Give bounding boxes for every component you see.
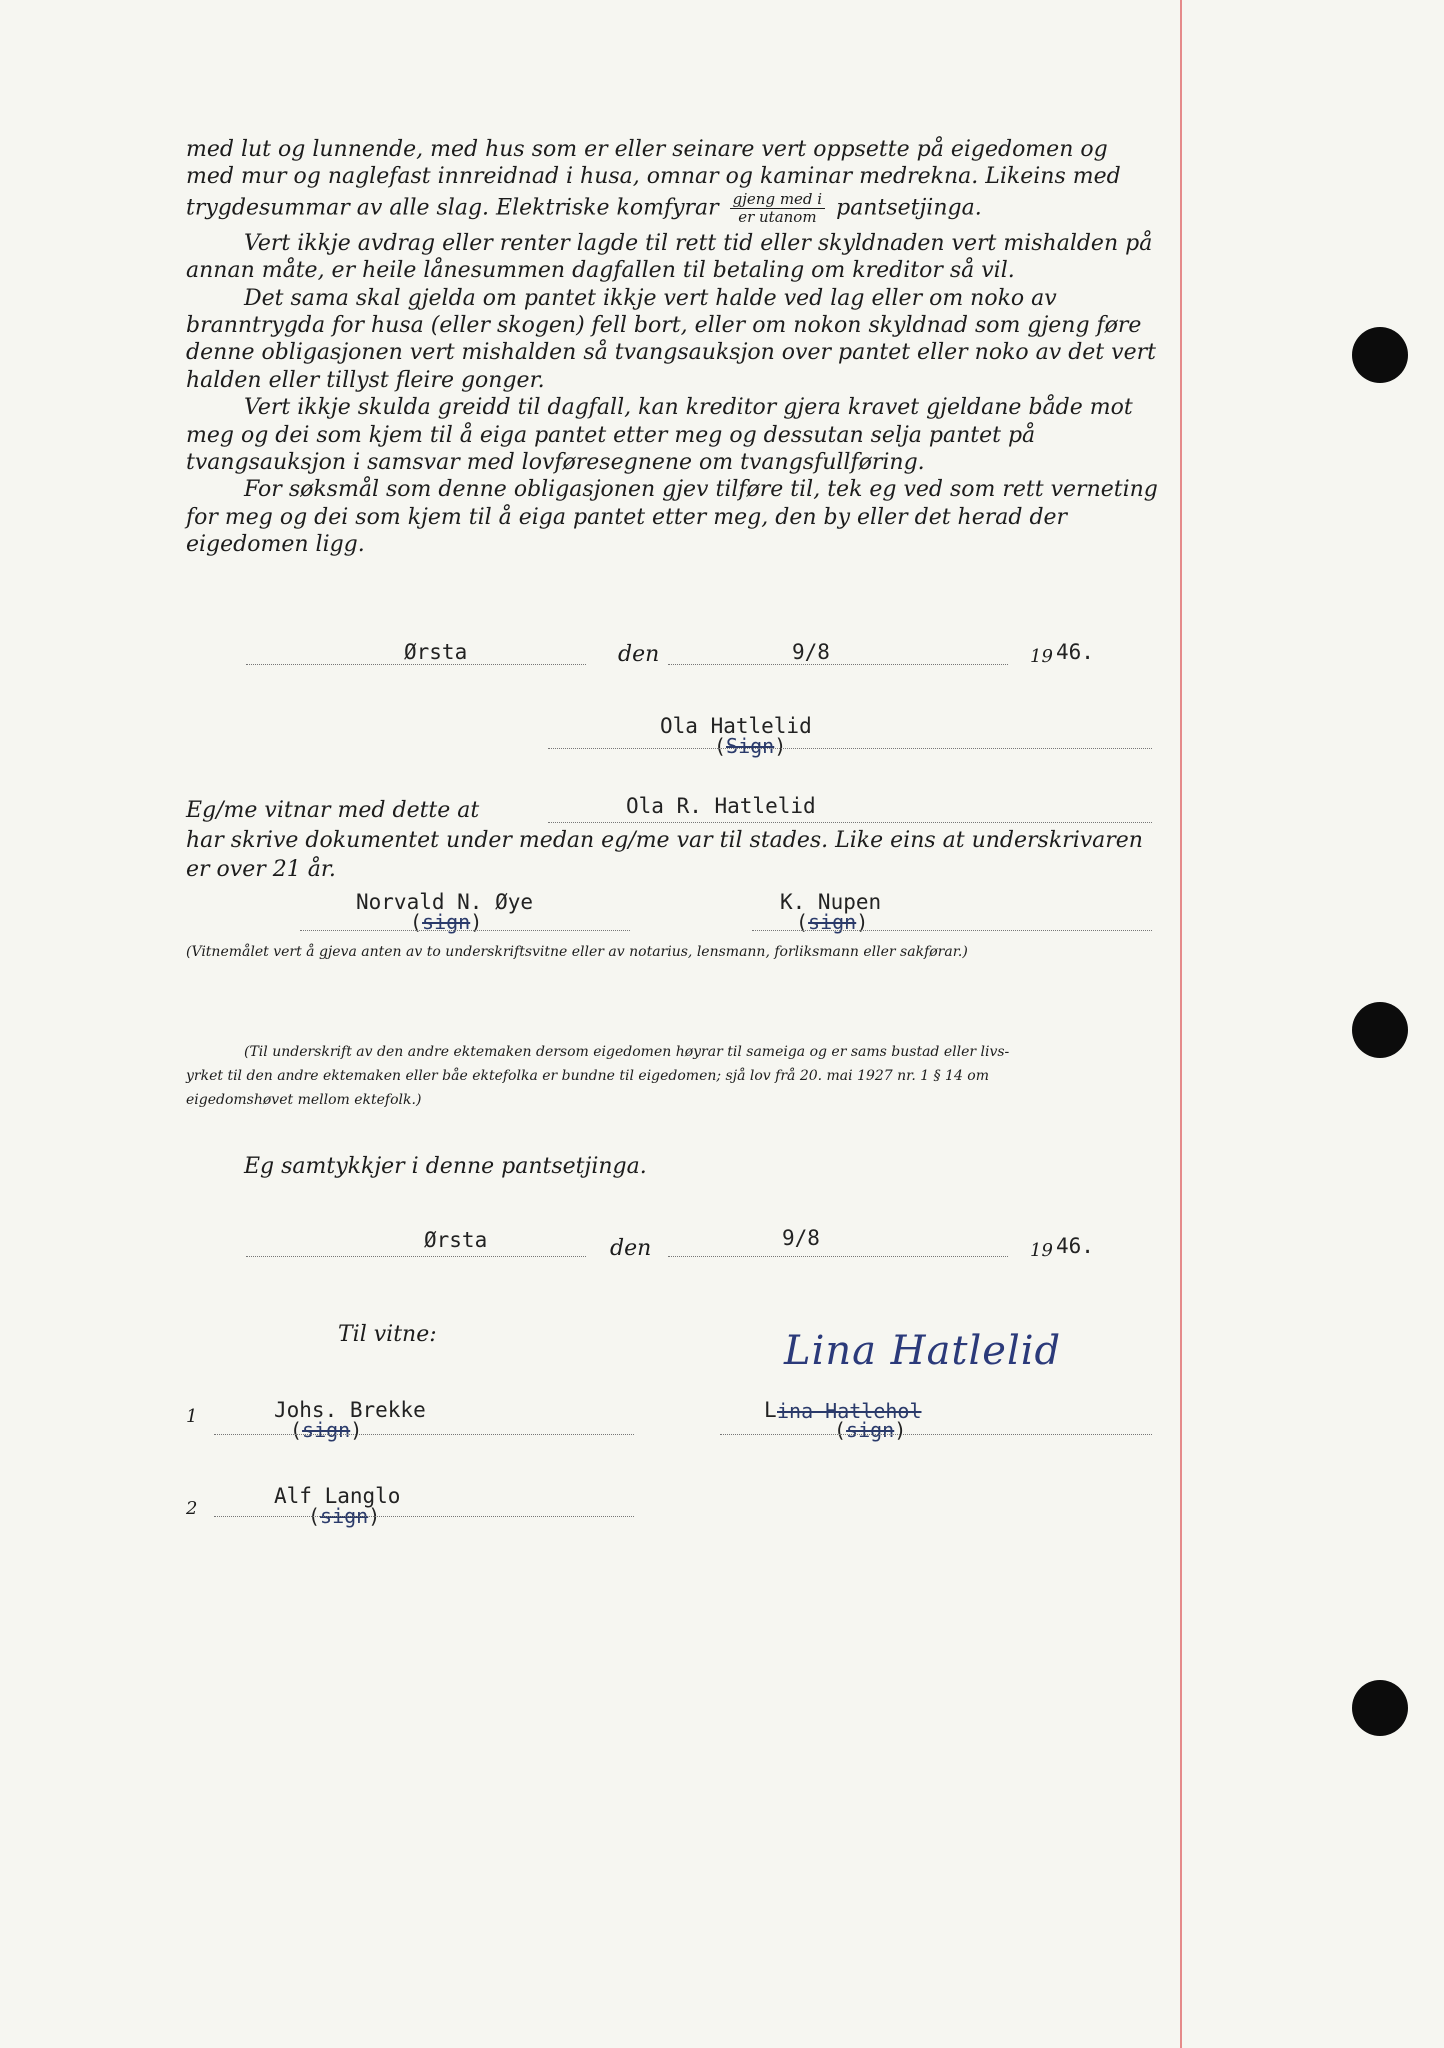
contract-body	[186, 136, 1158, 559]
place-line-2	[246, 1256, 586, 1257]
date-line-2	[668, 1256, 1008, 1257]
witness-number-1: 1	[186, 1406, 198, 1427]
witness-2-line	[752, 930, 1152, 931]
paren-open: (	[410, 910, 423, 934]
author-name: Ola R. Hatlelid	[626, 794, 816, 818]
date-value: 9/8	[792, 640, 830, 664]
year-prefix: 19	[1030, 646, 1053, 667]
paren-close: )	[774, 734, 787, 758]
signer-sign	[834, 1418, 906, 1442]
paragraph-2: Vert ikkje avdrag eller renter lagde til rett tid eller skyldnaden vert mishalden på annan måte, er heile lånesummen dagfallen til betaling om kreditor så vil.	[186, 230, 1153, 284]
paren-open: (	[796, 910, 809, 934]
signer-name-struck: ina Hatlehol	[777, 1399, 922, 1423]
fraction-choice	[730, 191, 825, 226]
sign-struck: sign	[422, 910, 471, 934]
year-prefix-2: 19	[1030, 1240, 1053, 1261]
margin-line	[1180, 0, 1182, 2048]
paragraph-3: Det sama skal gjelda om pantet ikkje vert halde ved lag eller om noko av branntrygda for husa (eller skogen) fell bort, eller om nokon skyldnad som gjeng føre denne obligasjonen vert mishalden så tvangsauksjon over pantet eller noko av det vert halden eller tillyst fleire gonger.	[186, 285, 1156, 393]
witness-number-2: 2	[186, 1498, 198, 1519]
handwritten-signature: Lina Hatlelid	[784, 1328, 1062, 1374]
witness-note: (Vitnemålet vert å gjeva anten av to underskriftsvitne eller av notarius, lensmann, forliksmann eller sakførar.)	[186, 944, 968, 960]
paren-close: )	[470, 910, 483, 934]
paragraph-5: For søksmål som denne obligasjonen gjev tilføre til, tek eg ved som rett verneting for meg og dei som kjem til å eiga pantet etter meg, den by eller det herad der eigedomen ligg.	[186, 477, 1158, 558]
sign-mark	[714, 734, 786, 758]
consent-text: Eg samtykkjer i denne pantsetjinga.	[244, 1154, 647, 1179]
spouse-note-line-2: yrket til den andre ektemaken eller båe ektefolka er bundne til eigedomen; sjå lov frå 20. mai 1927 nr. 1 § 14 om	[186, 1068, 990, 1084]
til-vitne-label: Til vitne:	[338, 1322, 437, 1347]
witness-3-line	[214, 1434, 634, 1435]
paren-open: (	[834, 1418, 847, 1442]
place-value-2: Ørsta	[424, 1228, 488, 1252]
fraction-bottom: er utanom	[738, 207, 817, 226]
witness-text: har skrive dokumentet under medan eg/me var til stades. Like eins at underskrivaren er over 21 år.	[186, 828, 1143, 882]
place-line	[246, 664, 586, 665]
date-value-2: 9/8	[782, 1226, 820, 1250]
sign-struck: sign	[846, 1418, 895, 1442]
fraction-top: gjeng med i	[730, 191, 825, 209]
witness-1-name: Norvald N. Øye	[356, 890, 534, 914]
witness-lead: Eg/me vitnar med dette at	[186, 798, 480, 823]
author-line	[548, 822, 1152, 823]
place-value: Ørsta	[404, 640, 468, 664]
sign-struck: Sign	[726, 734, 775, 758]
punch-hole	[1352, 327, 1408, 383]
den-label-2: den	[610, 1236, 652, 1261]
paragraph-1-end: pantsetjinga.	[836, 195, 982, 221]
sign-struck: sign	[320, 1504, 369, 1528]
year-suffix-2: 46.	[1056, 1234, 1094, 1258]
den-label: den	[618, 642, 660, 667]
paragraph-1-text: med lut og lunnende, med hus som er eller seinare vert oppsette på eigedomen og med mur og naglefast innreidnad i husa, omnar og kaminar medrekna. Likeins med trygdesummar av alle slag. Elektriske komfyrar	[186, 137, 1121, 221]
sign-struck: sign	[302, 1418, 351, 1442]
spouse-note-line-3: eigedomshøvet mellom ektefolk.)	[186, 1092, 422, 1108]
signer-initial: L	[764, 1398, 777, 1422]
witness-2-name: K. Nupen	[780, 890, 882, 914]
paragraph-4: Vert ikkje skulda greidd til dagfall, kan kreditor gjera kravet gjeldane både mot meg og dei som kjem til å eiga pantet etter meg og dessutan selja pantet på tvangsauksjon i samsvar med lovføresegnene om tvangsfullføring.	[186, 395, 1133, 476]
punch-hole	[1352, 1680, 1408, 1736]
spouse-note-line-1: (Til underskrift av den andre ektemaken dersom eigedomen høyrar til sameiga og er sams bustad eller livs-	[244, 1044, 1010, 1060]
witness-4-line	[214, 1516, 634, 1517]
paren-close: )	[856, 910, 869, 934]
witness-4-name: Alf Langlo	[274, 1484, 401, 1508]
paragraph-1	[186, 136, 1158, 226]
punch-hole	[1352, 1002, 1408, 1058]
paren-open: (	[714, 734, 727, 758]
signature-line	[548, 748, 1152, 749]
year-suffix: 46.	[1056, 640, 1094, 664]
sign-struck: sign	[808, 910, 857, 934]
debtor-name: Ola Hatlelid	[660, 714, 812, 738]
witness-3-sign	[290, 1418, 362, 1442]
paren-close: )	[350, 1418, 363, 1442]
paren-open: (	[290, 1418, 303, 1442]
witness-3-name: Johs. Brekke	[274, 1398, 426, 1422]
paren-close: )	[894, 1418, 907, 1442]
paren-close: )	[368, 1504, 381, 1528]
date-line	[668, 664, 1008, 665]
witness-1-line	[300, 930, 630, 931]
paren-open: (	[308, 1504, 321, 1528]
signer-line	[720, 1434, 1152, 1435]
